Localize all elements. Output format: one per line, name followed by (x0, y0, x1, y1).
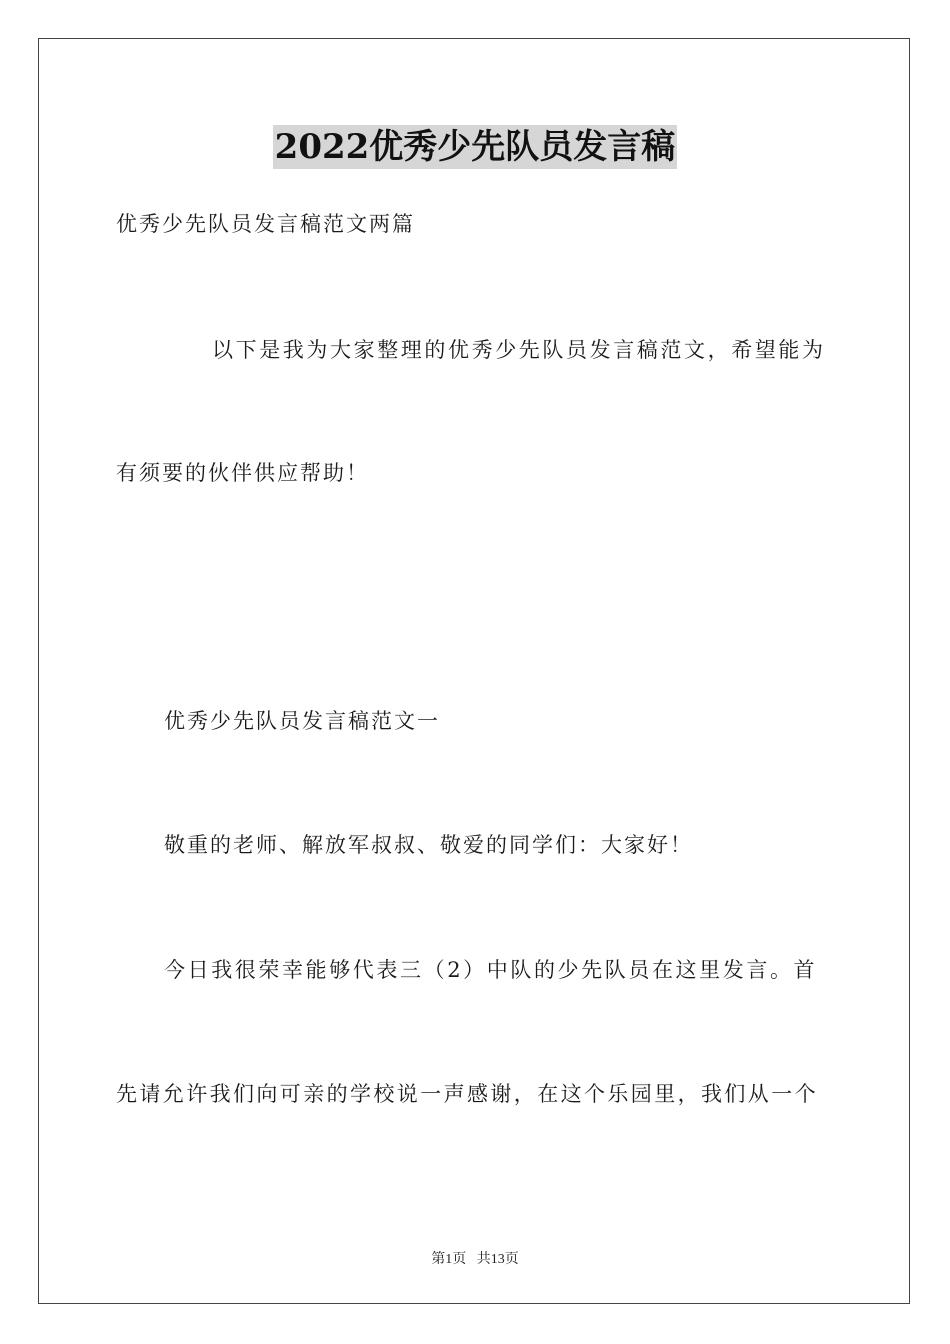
paragraph-line: 有须要的伙伴供应帮助！ (116, 461, 369, 485)
salutation-line: 敬重的老师、解放军叔叔、敬爱的同学们：大家好！ (164, 833, 693, 857)
page-number: 第1页 共13页 (431, 1252, 519, 1267)
paragraph-line: 今日我很荣幸能够代表三（2）中队的少先队员在这里发言。首 (164, 958, 818, 982)
section-heading: 优秀少先队员发言稿范文一 (164, 709, 440, 733)
document-title: 2022优秀少先队员发言稿 (274, 127, 676, 167)
paragraph-line: 先请允许我们向可亲的学校说一声感谢，在这个乐园里，我们从一个 (116, 1082, 818, 1106)
paragraph-line: 以下是我为大家整理的优秀少先队员发言稿范文，希望能为 (212, 338, 826, 362)
title-container (0, 125, 950, 169)
subtitle-line: 优秀少先队员发言稿范文两篇 (116, 212, 415, 236)
